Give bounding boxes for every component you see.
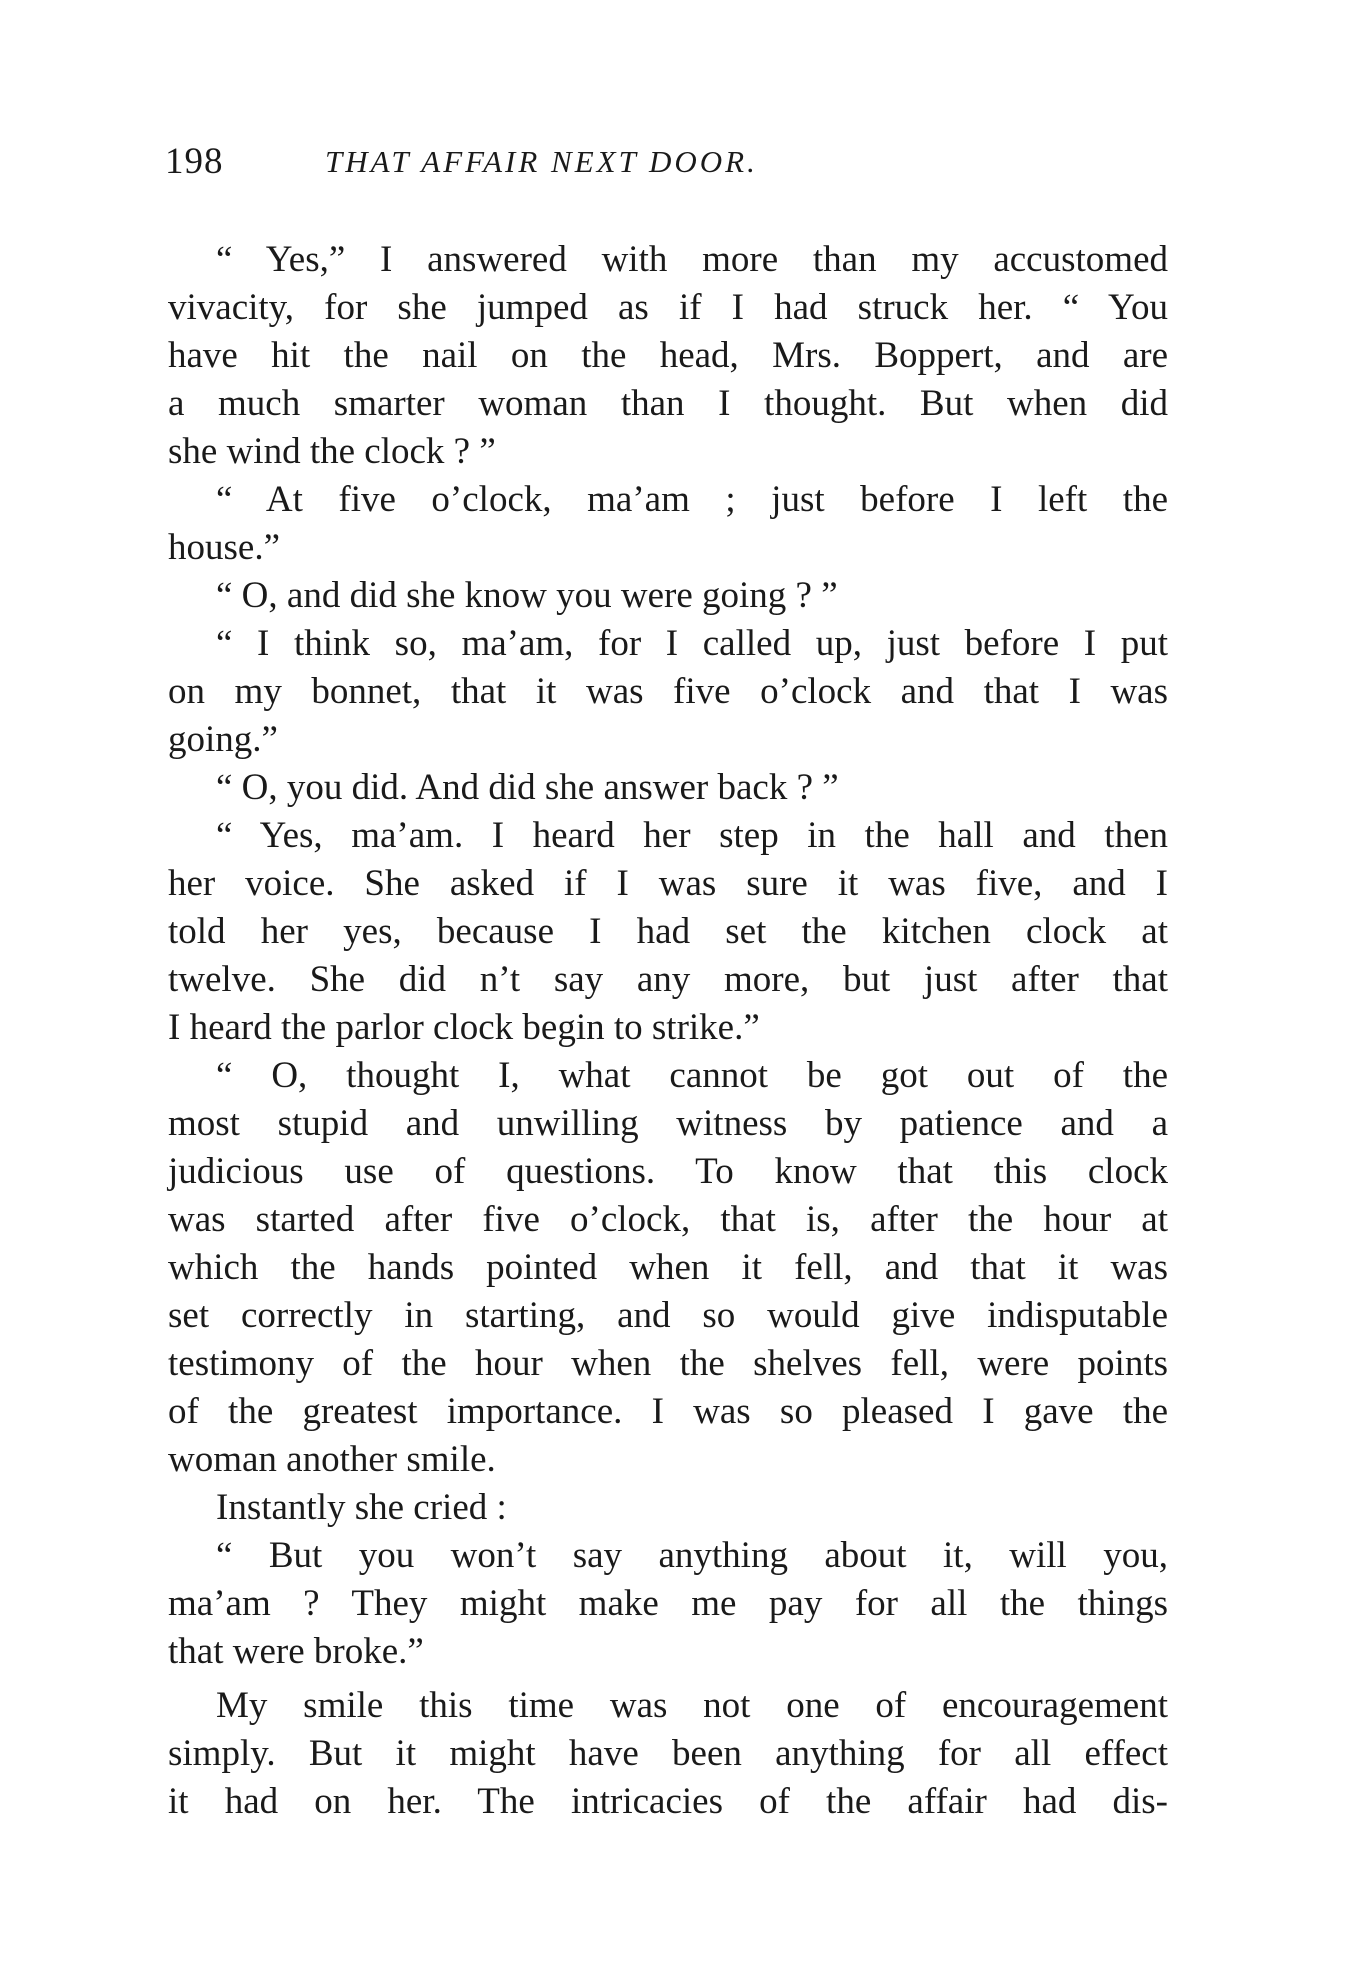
text-line: judicious use of questions. To know that this clock xyxy=(168,1151,1168,1192)
text-line: most stupid and unwilling witness by patience and a xyxy=(168,1103,1168,1144)
text-line: a much smarter woman than I thought. But when did xyxy=(168,383,1168,424)
text-line: told her yes, because I had set the kitchen clock at xyxy=(168,911,1168,952)
page-number: 198 xyxy=(165,141,224,182)
text-line: her voice. She asked if I was sure it was five, and I xyxy=(168,863,1168,904)
text-line: ma’am ? They might make me pay for all the things xyxy=(168,1583,1168,1624)
text-line: “ Yes,” I answered with more than my accustomed xyxy=(216,239,1168,280)
running-title: THAT AFFAIR NEXT DOOR. xyxy=(325,144,758,179)
text-line: house.” xyxy=(168,527,280,568)
text-line: testimony of the hour when the shelves fell, were points xyxy=(168,1343,1168,1384)
text-line: that were broke.” xyxy=(168,1631,424,1672)
text-line: “ O, thought I, what cannot be got out of the xyxy=(216,1055,1168,1096)
text-line: “ At five o’clock, ma’am ; just before I left the xyxy=(216,479,1168,520)
text-line: Instantly she cried : xyxy=(216,1487,507,1528)
text-line: have hit the nail on the head, Mrs. Boppert, and are xyxy=(168,335,1168,376)
text-line: set correctly in starting, and so would give indisputable xyxy=(168,1295,1168,1336)
text-line: was started after five o’clock, that is, after the hour at xyxy=(168,1199,1168,1240)
text-line: which the hands pointed when it fell, and that it was xyxy=(168,1247,1168,1288)
body-text xyxy=(168,236,1168,1826)
text-line: vivacity, for she jumped as if I had struck her. “ You xyxy=(168,287,1168,328)
text-line: on my bonnet, that it was five o’clock and that I was xyxy=(168,671,1168,712)
text-line: “ I think so, ma’am, for I called up, just before I put xyxy=(216,623,1168,664)
page-header xyxy=(165,140,1205,190)
text-line: woman another smile. xyxy=(168,1439,496,1480)
text-line: of the greatest importance. I was so pleased I gave the xyxy=(168,1391,1168,1432)
text-line: “ O, and did she know you were going ? ” xyxy=(216,575,838,616)
text-line: “ O, you did. And did she answer back ? ” xyxy=(216,767,839,808)
text-line: twelve. She did n’t say any more, but just after that xyxy=(168,959,1168,1000)
text-line: going.” xyxy=(168,719,278,760)
text-line: she wind the clock ? ” xyxy=(168,431,496,472)
text-line: “ But you won’t say anything about it, will you, xyxy=(216,1535,1168,1576)
text-line: simply. But it might have been anything for all effect xyxy=(168,1733,1168,1774)
text-line: I heard the parlor clock begin to strike.” xyxy=(168,1007,760,1048)
text-line: “ Yes, ma’am. I heard her step in the hall and then xyxy=(216,815,1168,856)
text-line: My smile this time was not one of encouragement xyxy=(216,1685,1168,1726)
text-line: it had on her. The intricacies of the affair had dis- xyxy=(168,1781,1168,1822)
